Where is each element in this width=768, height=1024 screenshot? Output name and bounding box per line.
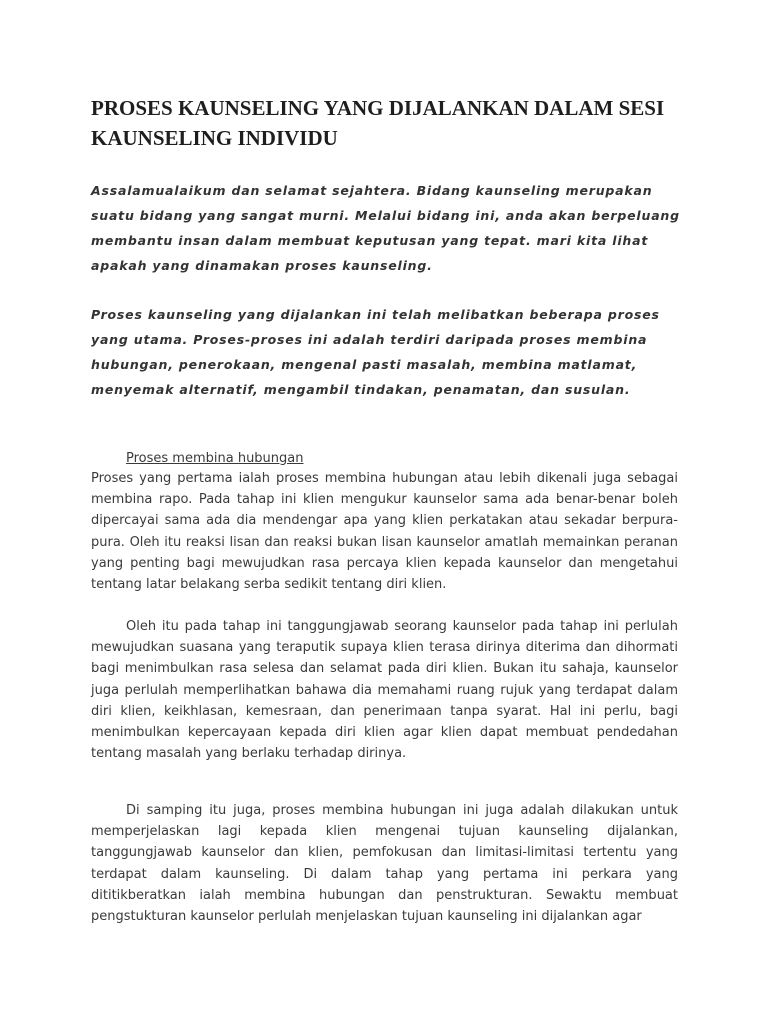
section-heading: Proses membina hubungan	[126, 451, 304, 466]
document-title: PROSES KAUNSELING YANG DIJALANKAN DALAM SESI KAUNSELING INDIVIDU	[91, 96, 665, 150]
intro-paragraph: Proses kaunseling yang dijalankan ini telah melibatkan beberapa proses yang utama. Proses-proses ini adalah terdiri daripada proses membina hubungan, penerokaan, mengenal pasti masalah, membina matlamat, menyemak alternatif, mengambil tindakan, penamatan, dan susulan.	[91, 307, 660, 397]
intro-paragraph: Assalamualaikum dan selamat sejahtera. Bidang kaunseling merupakan suatu bidang yang sangat murni. Melalui bidang ini, anda akan berpeluang membantu insan dalam membuat keputusan yang tepat. mari kita lihat apakah yang dinamakan proses kaunseling.	[91, 183, 680, 273]
body-paragraph: Oleh itu pada tahap ini tanggungjawab seorang kaunselor pada tahap ini perlulah mewujudkan suasana yang teraputik supaya klien terasa dirinya diterima dan dihormati bagi menimbulkan rasa selesa dan selamat pada diri klien. Bukan itu sahaja, kaunselor juga perlulah memperlihatkan bahawa dia memahami ruang rujuk yang terdapat dalam diri klien, keikhlasan, kemesraan, dan penerimaan tanpa syarat. Hal ini perlu, bagi menimbulkan kepercayaan kepada diri klien agar klien dapat membuat pendedahan tentang masalah yang berlaku terhadap dirinya.	[91, 619, 678, 762]
body-paragraph: Proses yang pertama ialah proses membina hubungan atau lebih dikenali juga sebagai membina rapo. Pada tahap ini klien mengukur kaunselor sama ada benar-benar boleh dipercayai sama ada dia mendengar apa yang klien perkatakan atau sekadar berpura-pura. Oleh itu reaksi lisan dan reaksi bukan lisan kaunselor amatlah memainkan peranan yang penting bagi mewujudkan rasa percaya klien kepada kaunselor dan mengetahui tentang latar belakang serba sedikit tentang diri klien.	[91, 471, 678, 593]
body-paragraph: Di samping itu juga, proses membina hubungan ini juga adalah dilakukan untuk memperjelaskan lagi kepada klien mengenai tujuan kaunseling dijalankan, tanggungjawab kaunselor dan klien, pemfokusan dan limitasi-limitasi tertentu yang terdapat dalam kaunseling. Di dalam tahap yang pertama ini perkara yang dititikberatkan ialah membina hubungan dan penstrukturan. Sewaktu membuat pengstukturan kaunselor perlulah menjelaskan tujuan kaunseling ini dijalankan agar	[91, 803, 678, 925]
